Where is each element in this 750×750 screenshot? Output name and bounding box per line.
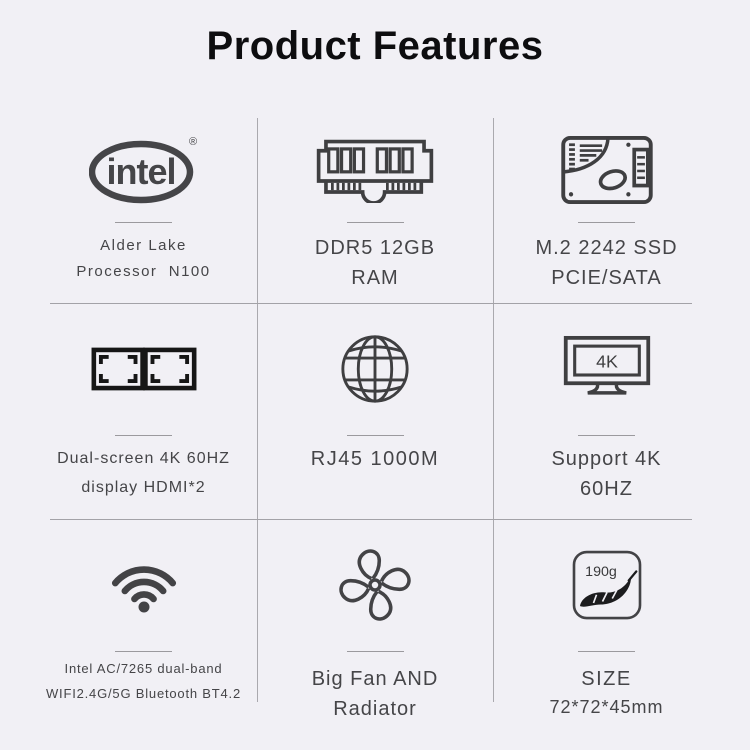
feature-text-line1: Big Fan AND xyxy=(311,668,439,690)
icon-underline xyxy=(347,435,404,436)
intel-logo-icon xyxy=(30,118,257,222)
icon-underline xyxy=(578,651,635,652)
ram-stick-icon xyxy=(257,118,493,222)
monitor-4k-icon xyxy=(493,303,720,435)
feature-cell-lan xyxy=(257,303,493,519)
feather-weight-icon xyxy=(493,519,720,651)
icon-underline xyxy=(347,651,404,652)
feature-cell-processor xyxy=(30,118,257,303)
svg-text:190g: 190g xyxy=(584,564,617,580)
feature-grid xyxy=(30,118,720,735)
feature-text-line1: Intel AC/7265 dual-band xyxy=(64,661,223,676)
feature-text-line1: M.2 2242 SSD xyxy=(535,237,678,259)
feature-text-line1: Dual-screen 4K 60HZ xyxy=(57,450,230,467)
feature-cell-size xyxy=(493,519,720,735)
ssd-drive-icon xyxy=(493,118,720,222)
feature-text-line1: Support 4K xyxy=(551,448,662,470)
page-title: Product Features xyxy=(206,24,544,68)
icon-underline xyxy=(578,222,635,223)
svg-text:®: ® xyxy=(188,136,197,148)
wifi-icon xyxy=(30,519,257,651)
feature-text-line1: Alder Lake xyxy=(100,237,187,254)
dual-screen-icon xyxy=(30,303,257,435)
feature-text-line1: DDR5 12GB xyxy=(314,237,436,259)
feature-cell-dual-screen xyxy=(30,303,257,519)
feature-cell-fan xyxy=(257,519,493,735)
icon-underline xyxy=(578,435,635,436)
feature-cell-ram xyxy=(257,118,493,303)
feature-text-line2: 60HZ xyxy=(580,478,633,500)
feature-text-line2: RAM xyxy=(351,267,399,289)
icon-underline xyxy=(347,222,404,223)
feature-cell-ssd xyxy=(493,118,720,303)
feature-text-line2: Radiator xyxy=(333,698,417,720)
feature-text-line2: 72*72*45mm xyxy=(549,697,664,717)
feature-text-line2: Processor N100 xyxy=(76,263,211,280)
globe-icon xyxy=(257,303,493,435)
fan-icon xyxy=(257,519,493,651)
feature-text-line1: RJ45 1000M xyxy=(310,448,440,470)
feature-text-line2: PCIE/SATA xyxy=(551,267,662,289)
feature-text-line2: WIFI2.4G/5G Bluetooth BT4.2 xyxy=(45,686,241,701)
svg-text:intel: intel xyxy=(105,151,176,192)
icon-underline xyxy=(115,222,172,223)
svg-text:4K: 4K xyxy=(595,350,618,371)
icon-underline xyxy=(115,435,172,436)
feature-cell-wifi xyxy=(30,519,257,735)
feature-text-line1: SIZE xyxy=(581,668,632,690)
feature-cell-4k xyxy=(493,303,720,519)
icon-underline xyxy=(115,651,172,652)
feature-text-line2: display HDMI*2 xyxy=(81,479,206,496)
